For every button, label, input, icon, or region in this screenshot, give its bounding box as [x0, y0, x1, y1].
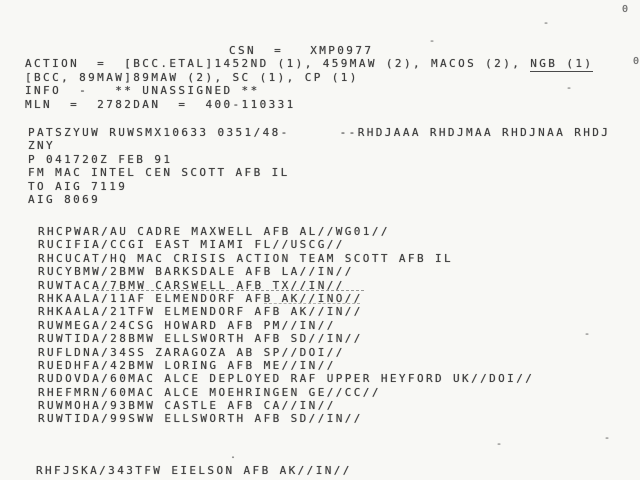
addressee-line: RUDOVDA/60MAC ALCE DEPLOYED RAF UPPER HEYFORD UK//DOI// [38, 372, 535, 386]
mln-line: MLN = 2782DAN = 400-110331 [25, 97, 296, 111]
scan-artifact: - [584, 329, 591, 340]
addressee-line: RUWTACA/7BMW CARSWELL AFB TX//IN// [38, 279, 534, 292]
csn-line: CSN = XMP0977 [229, 44, 374, 57]
scan-artifact: - [496, 439, 503, 450]
addressee-list [38, 225, 534, 426]
to-line: TO AIG 7119 [28, 179, 128, 193]
format-line-text: PATSZYUW RUWSMX10633 0351/48- [28, 126, 290, 139]
addressee-line: RHKAALA/11AF ELMENDORF AFB AK//INO// [38, 292, 534, 305]
addressee-line-partial: RHFJSKA/343TFW EIELSON AFB AK//IN// [36, 464, 352, 477]
addressee-line: RHEFMRN/60MAC ALCE MOEHRINGEN GE//CC// [38, 385, 381, 399]
scan-artifact: - [429, 36, 436, 47]
action-underlined-text: NGB (1) [530, 57, 594, 71]
addressee-line: RHCUCAT/HQ MAC CRISIS ACTION TEAM SCOTT AFB IL [38, 251, 454, 265]
bcc-line: [BCC, 89MAW]89MAW (2), SC (1), CP (1) [25, 70, 359, 84]
scan-artifact: 0 [622, 4, 629, 15]
addressee-line: RUFLDNA/34SS ZARAGOZA AB SP//DOI// [38, 345, 345, 359]
format-line [28, 126, 610, 139]
addressee-line: RUWMEGA/24CSG HOWARD AFB PM//IN// [38, 318, 336, 332]
scan-artifact: - [604, 433, 611, 444]
routing-header-block [25, 44, 593, 111]
addressee-line: RUWTIDA/28BMW ELLSWORTH AFB SD//IN// [38, 332, 363, 346]
dtg-line: P 041720Z FEB 91 [28, 152, 173, 166]
scan-artifact: - [566, 83, 573, 94]
info-line: INFO - ** UNASSIGNED ** [25, 84, 260, 98]
action-line-text: ACTION = [BCC.ETAL]1452ND (1), 459MAW (2), MACOS (2), [25, 57, 531, 71]
action-line [25, 57, 593, 70]
addressee-line: RUEDHFA/42BMW LORING AFB ME//IN// [38, 358, 336, 372]
aig-line: AIG 8069 [28, 192, 101, 206]
from-line: FM MAC INTEL CEN SCOTT AFB IL [28, 166, 290, 180]
scan-artifact: - [543, 18, 550, 29]
message-header-block [28, 126, 610, 206]
addressee-line: RUWTIDA/99SWW ELLSWORTH AFB SD//IN// [38, 412, 363, 426]
routing-codes-text: --RHDJAAA RHDJMAA RHDJNAA RHDJ [339, 126, 611, 139]
addressee-line: RHKAALA/21TFW ELMENDORF AFB AK//IN// [38, 305, 363, 319]
scan-artifact: 0 [633, 56, 640, 67]
addressee-line: RHCPWAR/AU CADRE MAXWELL AFB AL//WG01// [38, 225, 390, 238]
addressee-line: RUWMOHA/93BMW CASTLE AFB CA//IN// [38, 399, 336, 413]
zny-line: ZNY [28, 139, 56, 153]
scan-artifact: . [230, 450, 237, 461]
addressee-line: RUCIFIA/CCGI EAST MIAMI FL//USCG// [38, 238, 345, 252]
addressee-line: RUCYBMW/2BMW BARKSDALE AFB LA//IN// [38, 265, 354, 279]
